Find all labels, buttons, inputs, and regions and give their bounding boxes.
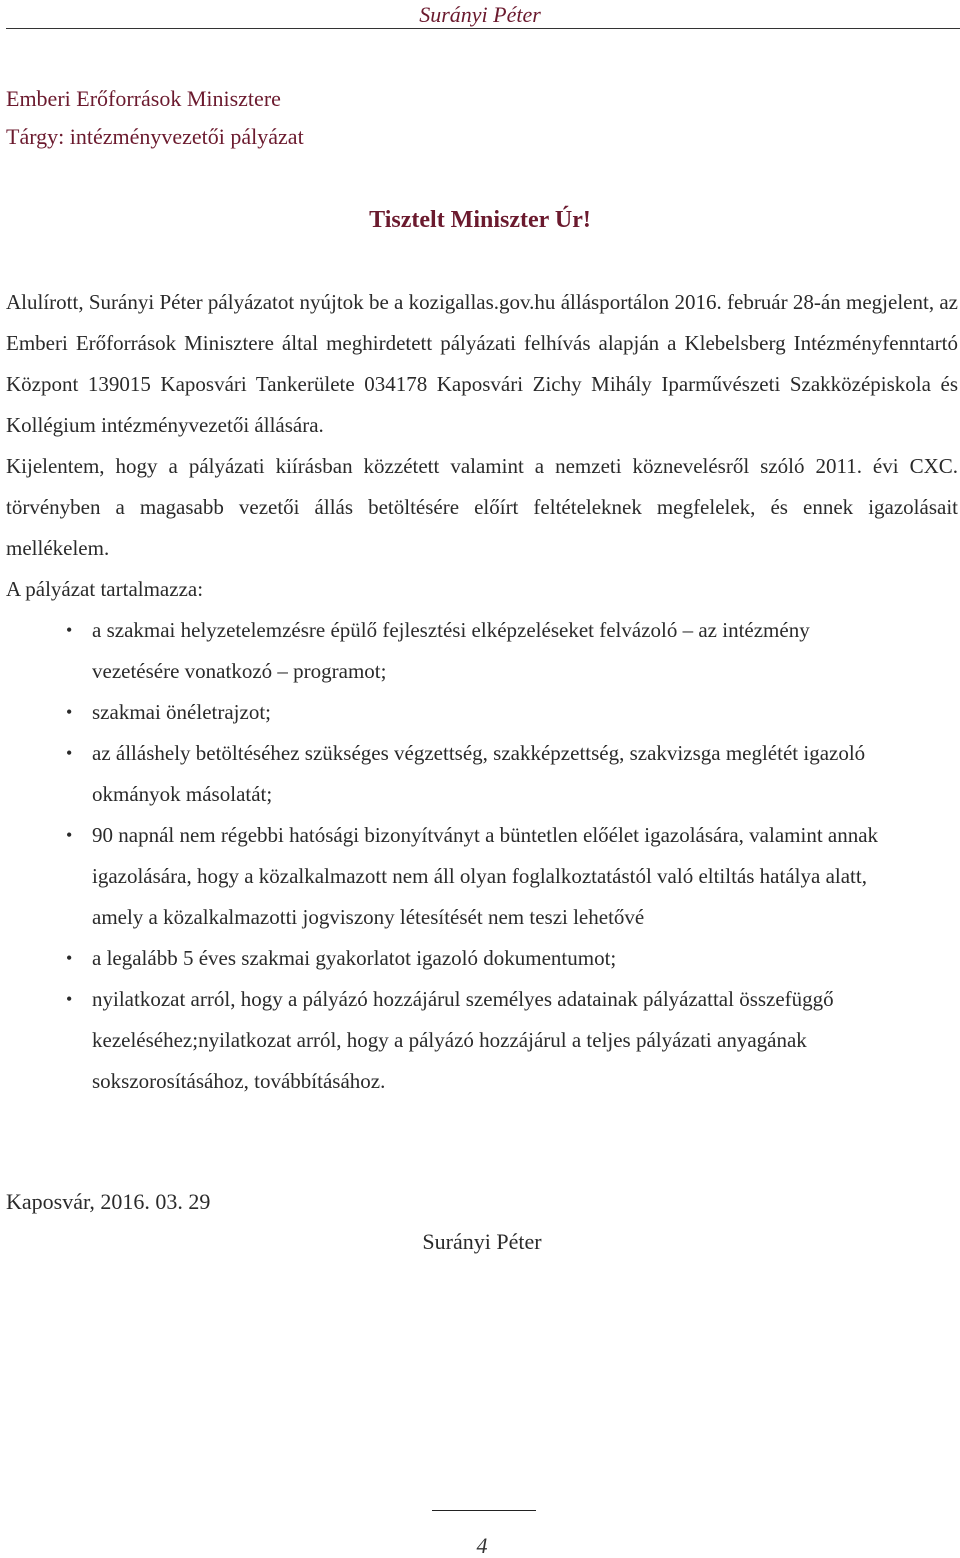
list-item — [66, 610, 882, 692]
list-item-text: az álláshely betöltéséhez szükséges végzettség, szakképzettség, szakvizsga meglétét igazoló okmányok másolatát; — [92, 741, 866, 806]
signature-name: Surányi Péter — [422, 1229, 542, 1254]
list-item — [66, 733, 882, 815]
bullet-icon: • — [66, 948, 73, 968]
list-item — [66, 938, 882, 979]
header-divider — [6, 28, 960, 29]
recipient-block — [6, 80, 304, 156]
list-item — [66, 815, 882, 938]
page-number: 4 — [476, 1533, 488, 1558]
bullet-icon: • — [66, 989, 73, 1009]
letter-body — [6, 282, 958, 1102]
application-paragraph: Alulírott, Surányi Péter pályázatot nyújtok be a kozigallas.gov.hu állásportálon 2016. február 28-án megjelent, az Emberi Erőforrások Minisztere által meghirdetett pályázati felhívás alapján a Klebelsberg Intézményfenntartó Központ 139015 Kaposvári Tankerülete 034178 Kaposvári Zichy Mihály Iparművészeti Szakközépiskola és Kollégium intézményvezetői állására. — [6, 290, 958, 437]
list-item-text: szakmai önéletrajzot; — [92, 700, 272, 724]
list-intro: A pályázat tartalmazza: — [6, 577, 204, 601]
declaration-paragraph: Kijelentem, hogy a pályázati kiírásban közzétett valamint a nemzeti köznevelésről szóló 2011. évi CXC. törvényben a magasabb vezetői állás betöltésére előírt feltételeknek megfelelek, és ennek igazolásait mellékelem. — [6, 454, 958, 560]
subject-line: Tárgy: intézményvezetői pályázat — [6, 124, 304, 149]
attachments-list — [6, 610, 882, 1102]
list-item-text: a szakmai helyzetelemzésre épülő fejlesztési elképzeléseket felvázoló – az intézmény vezetésére vonatkozó – programot; — [92, 618, 810, 683]
bullet-icon: • — [66, 702, 73, 722]
salutation: Tisztelt Miniszter Úr! — [369, 207, 591, 233]
list-item-text: a legalább 5 éves szakmai gyakorlatot igazoló dokumentumot; — [92, 946, 617, 970]
list-item — [66, 979, 882, 1102]
running-header-author: Surányi Péter — [419, 2, 541, 27]
list-item-text: nyilatkozat arról, hogy a pályázó hozzájárul személyes adatainak pályázattal összefüggő kezeléséhez;nyilatkozat arról, hogy a pályázó hozzájárul a teljes pályázati anyagának sokszorosításához, továbbításához. — [92, 987, 834, 1093]
list-item — [66, 692, 882, 733]
place-and-date: Kaposvár, 2016. 03. 29 — [6, 1189, 211, 1214]
footer-divider — [432, 1510, 536, 1511]
bullet-icon: • — [66, 620, 73, 640]
bullet-icon: • — [66, 743, 73, 763]
list-item-text: 90 napnál nem régebbi hatósági bizonyítványt a büntetlen előélet igazolására, valamint annak igazolására, hogy a közalkalmazott nem áll olyan foglalkoztatástól való eltiltás hatálya alatt, amely a közalkalmazotti jogviszony létesítését nem teszi lehetővé — [92, 823, 879, 929]
bullet-icon: • — [66, 825, 73, 845]
recipient-title: Emberi Erőforrások Minisztere — [6, 86, 281, 111]
